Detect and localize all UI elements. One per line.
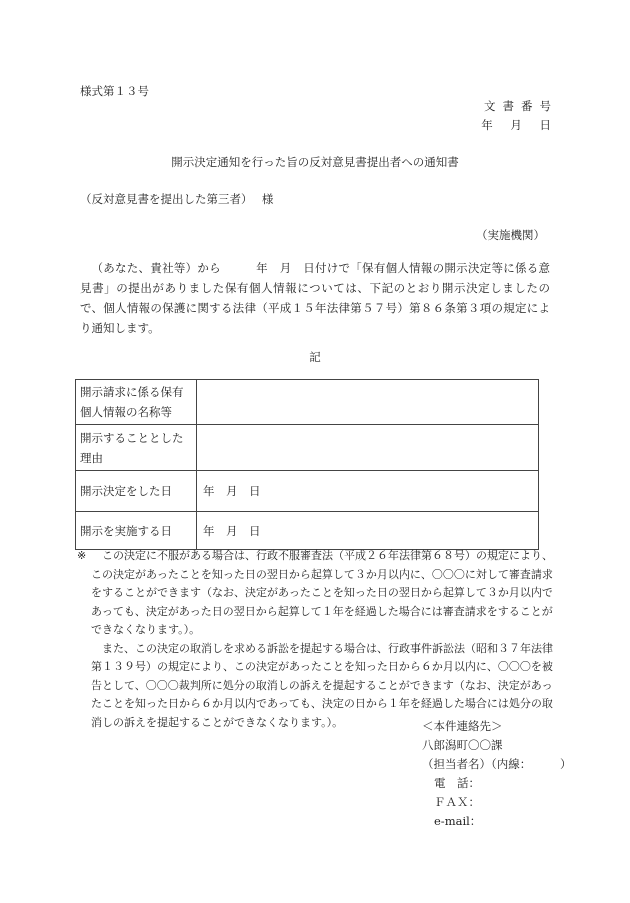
note-mark: ※ <box>77 549 87 562</box>
table-row <box>76 380 539 425</box>
contact-person: （担当者名）（内線： ） <box>422 757 572 771</box>
row-label: 開示決定をした日 <box>76 471 197 512</box>
document-date: 年 月 日 <box>481 118 558 132</box>
body-paragraph: （あなた、貴社等）から 年 月 日付けで「保有個人情報の開示決定等に係る意見書」の提出がありました保有個人情報については、下記のとおり開示決定しましたので、個人情報の保護に関する法律（平成１５年法律第５７号）第８６条第３項の規定により通知します。 <box>80 261 550 335</box>
addressee: （反対意見書を提出した第三者） 様 <box>80 192 274 206</box>
note-line: この決定があったことを知った日の翌日から起算して３か月以内に、〇〇〇に対して審査請求 <box>91 567 553 581</box>
contact-department: 八郎潟町〇〇課 <box>422 738 503 752</box>
decision-table <box>75 379 539 550</box>
table-row <box>76 471 539 512</box>
row-value <box>197 425 539 471</box>
note-line: 第１３９号）の規定により、この決定があったことを知った日から６か月以内に、〇〇〇を被 <box>91 660 553 673</box>
note-line: 告として、〇〇〇裁判所に処分の取消しの訴えを提起することができます（なお、決定があっ <box>91 678 553 692</box>
contact-email: e-mail： <box>434 814 482 828</box>
contact-phone: 電 話： <box>434 776 480 790</box>
note-line: また、この決定の取消しを求める訴訟を提起する場合は、行政事件訴訟法（昭和３７年法律 <box>102 641 553 655</box>
table-row <box>76 425 539 471</box>
form-number: 様式第１３号 <box>80 84 149 98</box>
ki-heading: 記 <box>309 350 321 364</box>
row-label: 開示することとした理由 <box>76 425 197 471</box>
issuing-agency: （実施機関） <box>476 228 545 242</box>
page-title: 開示決定通知を行った旨の反対意見書提出者への通知書 <box>171 155 459 169</box>
row-label: 開示を実施する日 <box>76 512 197 550</box>
row-value: 年 月 日 <box>197 512 539 550</box>
contact-heading: ＜本件連絡先＞ <box>422 719 503 733</box>
note-line: たことを知った日から６か月以内であっても、決定の日から１年を経過した場合には処分の取 <box>91 697 553 710</box>
row-label: 開示請求に係る保有個人情報の名称等 <box>76 380 197 425</box>
row-value: 年 月 日 <box>197 471 539 512</box>
contact-fax: ＦＡＸ： <box>434 795 480 809</box>
note-line: できなくなります。）。 <box>91 623 201 636</box>
contact-block <box>422 717 572 831</box>
row-value <box>197 380 539 425</box>
appeal-note <box>77 547 553 732</box>
note-line: 消しの訴えを提起することができなくなります。）。 <box>91 715 344 729</box>
document-number: 文書番号 <box>484 99 558 113</box>
note-line: をすることができます（なお、決定があったことを知った日の翌日から起算して３か月以内で <box>91 586 553 599</box>
note-line: この決定に不服がある場合は、行政不服審査法（平成２６年法律第６８号）の規定により、 <box>102 549 553 562</box>
table-row <box>76 512 539 550</box>
note-line: あっても、決定があった日の翌日から起算して１年を経過した場合には審査請求をすることが <box>91 604 553 618</box>
